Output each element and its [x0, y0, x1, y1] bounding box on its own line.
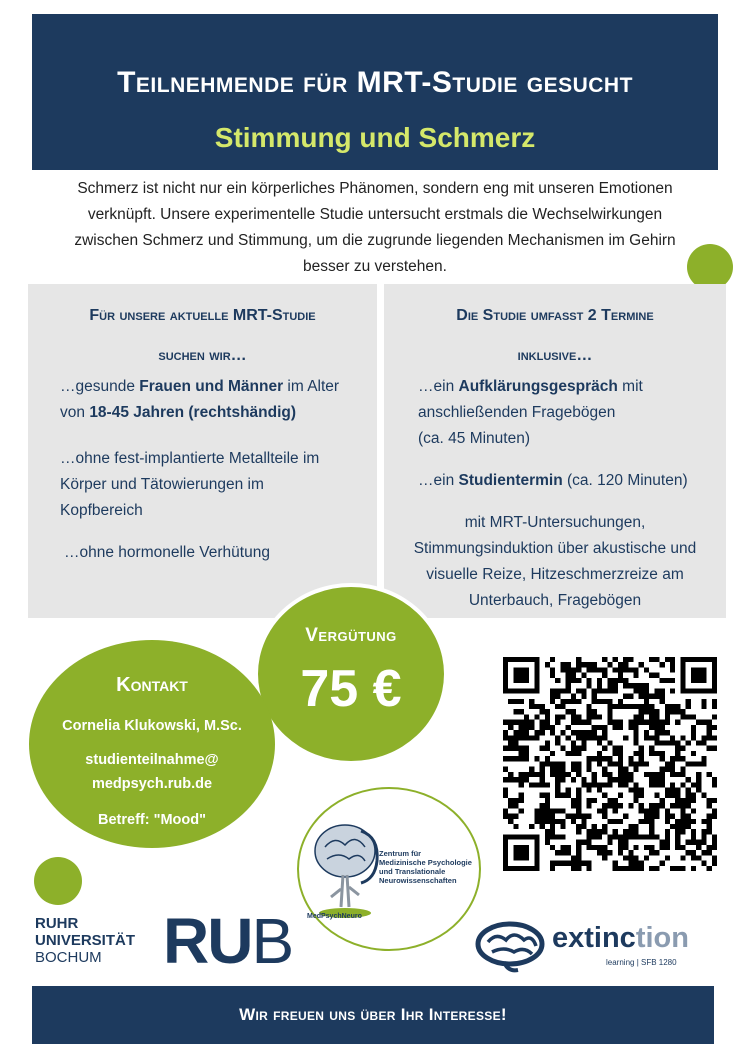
text-line: anschließenden Fragebögen: [418, 404, 616, 421]
bold-text: Aufklärungsgespräch: [458, 378, 618, 395]
intro-line: verknüpft. Unsere experimentelle Studie untersucht erstmals die Wechselwirkungen: [87, 206, 663, 223]
heading-line: Für unsere aktuelle MRT-Studie: [89, 307, 316, 324]
logo-text-line: und Translationale: [379, 867, 446, 876]
medpsychneuro-wordmark: MedPsychNeuro: [307, 913, 362, 920]
text-part: im Alter: [283, 378, 340, 395]
text-part: …ein: [418, 472, 459, 489]
rub-logo-ru: RU: [163, 905, 252, 977]
text-line: visuelle Reize, Hitzeschmerzreize am: [426, 566, 684, 583]
qr-code[interactable]: [503, 657, 717, 871]
logo-text-line: Medizinische Psychologie: [379, 858, 472, 867]
text-line: …ohne fest-implantierte Metallteile im: [60, 450, 320, 467]
wordmark-part: extinc: [552, 922, 636, 954]
header-banner: [32, 14, 718, 170]
text-line: Unterbauch, Fragebögen: [468, 592, 642, 609]
contact-label: Kontakt: [116, 674, 188, 696]
study-item-2: [418, 468, 723, 494]
footer-banner: [32, 986, 714, 1044]
requirements-box: [28, 284, 377, 618]
text-line: mit MRT-Untersuchungen,: [464, 514, 646, 531]
contact-email-line1[interactable]: studienteilnahme@: [85, 752, 219, 768]
contact-name: Cornelia Klukowski, M.Sc.: [62, 718, 242, 734]
extinction-wordmark: [552, 922, 689, 955]
study-item-3: [384, 510, 726, 614]
page-subtitle: Stimmung und Schmerz: [214, 122, 536, 153]
text-part: …gesunde: [60, 378, 140, 395]
contact-email-line2[interactable]: medpsych.rub.de: [91, 776, 213, 792]
brain-tree-icon: [305, 817, 385, 927]
footer-text: Wir freuen uns über Ihr Interesse!: [239, 1005, 507, 1024]
text-part: …ein: [418, 378, 459, 395]
bold-text: Frauen und Männer: [139, 378, 284, 395]
heading-line: suchen wir…: [158, 347, 247, 364]
wordmark-part: tion: [635, 922, 689, 954]
contact-subject: Betreff: "Mood": [98, 812, 206, 828]
requirement-item-2: [60, 446, 370, 524]
study-details-box: [384, 284, 726, 618]
rub-wordmark: [35, 915, 135, 966]
requirements-heading: [28, 296, 377, 376]
text-part: von: [60, 404, 90, 421]
text-line: Kopfbereich: [60, 502, 143, 519]
heading-line: Die Studie umfasst 2 Termine: [456, 307, 654, 324]
intro-line: besser zu verstehen.: [303, 258, 447, 275]
study-details-heading: [384, 296, 726, 376]
text-part: mit: [617, 378, 643, 395]
intro-line: Schmerz ist nicht nur ein körperliches Phänomen, sondern eng mit unseren Emotionen: [77, 180, 673, 197]
intro-text: [36, 176, 714, 280]
heading-line: inklusive…: [517, 347, 593, 364]
logo-text-line: Neurowissenschaften: [379, 876, 457, 885]
extinction-learning-logo: [474, 916, 724, 976]
compensation-amount: 75 €: [300, 660, 402, 718]
page-title: Teilnehmende für MRT-Studie gesucht: [117, 66, 633, 99]
text-line: Stimmungsinduktion über akustische und: [413, 540, 697, 557]
brain-icon: [474, 918, 550, 974]
logo-text-line: Zentrum für: [379, 849, 422, 858]
text-line: …ohne hormonelle Verhütung: [64, 544, 270, 561]
requirement-item-1: [60, 374, 370, 426]
intro-line: zwischen Schmerz und Stimmung, um die zugrunde liegenden Mechanismen im Gehirn: [74, 232, 676, 249]
compensation-circle: [254, 583, 448, 765]
qr-code-icon: [503, 657, 717, 871]
text-line: Körper und Tätowierungen im: [60, 476, 264, 493]
rub-logo-b: B: [251, 905, 293, 977]
medpsychneuro-name: [379, 849, 472, 885]
rub-line: RUHR: [35, 915, 79, 932]
bold-text: 18-45 Jahren (rechtshändig): [89, 404, 297, 421]
compensation-label: Vergütung: [305, 625, 397, 646]
rub-logo: [163, 906, 292, 976]
rub-line: BOCHUM: [35, 949, 102, 966]
rub-line: UNIVERSITÄT: [35, 932, 136, 949]
medpsychneuro-logo: [297, 787, 481, 951]
text-line: (ca. 45 Minuten): [418, 430, 530, 447]
study-item-1: [418, 374, 718, 452]
extinction-subtitle: learning | SFB 1280: [606, 958, 677, 967]
decorative-dot-small: [34, 857, 82, 905]
contact-circle: [29, 640, 275, 848]
text-part: (ca. 120 Minuten): [562, 472, 688, 489]
requirement-item-3: [64, 540, 364, 566]
bold-text: Studientermin: [458, 472, 563, 489]
